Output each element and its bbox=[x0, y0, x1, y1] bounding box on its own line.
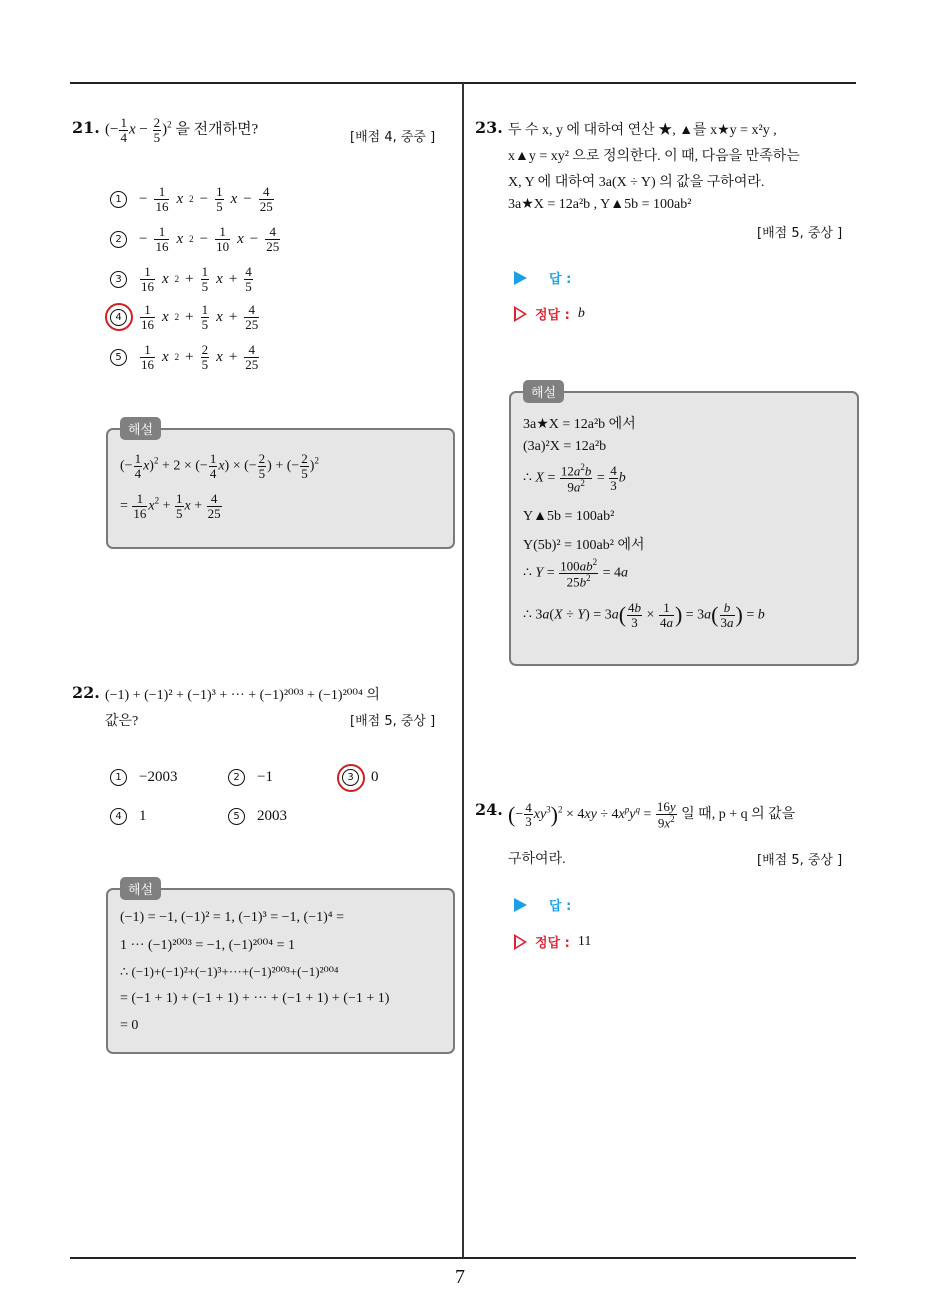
explanation-line: ∴ X = $\frac{12a^2b}{9a^2}$ = $\frac{4}{3}$ b bbox=[523, 462, 626, 495]
correct-label: 정답 : bbox=[535, 308, 570, 323]
explanation-line: ∴ (−1)+(−1)²+(−1)³+···+(−1)²⁰⁰³+(−1)²⁰⁰⁴ bbox=[120, 964, 339, 979]
explanation-line: = 0 bbox=[120, 1018, 139, 1033]
q21-explanation-box bbox=[106, 428, 455, 549]
question-24-tail: 일 때, p + q 의 값을 bbox=[681, 807, 796, 823]
explanation-line: ∴ 3a(X ÷ Y) = 3a( $\frac{4b}{3}$ × $\frac{1}{4a}$ ) = 3a( $\frac{b}{3a}$ ) = b bbox=[523, 600, 765, 630]
q22-choice-4[interactable]: 4 1 bbox=[110, 799, 147, 833]
question-23-meta: [배점 5, 중상 ] bbox=[757, 226, 843, 241]
q23-correct-row bbox=[514, 304, 585, 323]
choice-number: 1 bbox=[110, 769, 127, 786]
choice-number: 4 bbox=[110, 808, 127, 825]
question-24-stem: (− $\frac{4}{3}$ $xy^3)^2 \times 4xy \div 4x^py^q$ = $\frac{16y}{9x^2}$ 일 때, p + q 의 값을 bbox=[508, 799, 796, 830]
explanation-line: Y▲5b = 100ab² bbox=[523, 509, 615, 524]
q24-correct-row bbox=[514, 932, 591, 951]
explanation-line: 1 ··· (−1)²⁰⁰³ = −1, (−1)²⁰⁰⁴ = 1 bbox=[120, 938, 296, 953]
outline-triangle-icon bbox=[514, 306, 527, 322]
explanation-line: Y(5b)² = 100ab² 에서 bbox=[523, 538, 645, 553]
question-24-number: 24. bbox=[475, 800, 503, 819]
outline-triangle-icon bbox=[514, 934, 527, 950]
explanation-tag: 해설 bbox=[523, 380, 564, 403]
question-23-line: x▲y = xy² 으로 정의한다. 이 때, 다음을 만족하는 bbox=[508, 149, 800, 164]
question-21-meta: [배점 4, 중중 ] bbox=[350, 130, 436, 145]
question-24-meta: [배점 5, 중상 ] bbox=[757, 853, 843, 868]
q24-answer-row[interactable] bbox=[514, 895, 571, 914]
explanation-line: ∴ Y = $\frac{100ab^2}{25b^2}$ = 4a bbox=[523, 557, 629, 590]
question-21-number: 21. bbox=[72, 118, 100, 137]
selected-answer-mark bbox=[105, 303, 133, 331]
q21-choice-4[interactable]: 4 $\frac{1}{16}$ x 2 + $\frac{1}{5}$ x + $\frac{4}{25}$ bbox=[110, 300, 260, 334]
question-23-number: 23. bbox=[475, 118, 503, 137]
q22-explanation-box bbox=[106, 888, 455, 1054]
choice-number: 3 bbox=[342, 769, 359, 786]
choice-number: 2 bbox=[110, 231, 127, 248]
column-divider bbox=[462, 83, 464, 1258]
explanation-line: = $\frac{1}{16}$ $x^2$ + $\frac{1}{5}$ x + $\frac{4}{25}$ bbox=[120, 491, 221, 521]
question-23-line: X, Y 에 대하여 3a(X ÷ Y) 의 값을 구하여라. bbox=[508, 175, 765, 190]
question-24-line2: 구하여라. bbox=[508, 852, 566, 867]
question-22-meta: [배점 5, 중상 ] bbox=[350, 714, 436, 729]
explanation-line: (− $\frac{1}{4}$ x)$^2$ + 2 × (− $\frac{1}{4}$ x) × (− $\frac{2}{5}$ ) + (− $\frac{2}{5}$ )$^2$ bbox=[120, 451, 319, 481]
q23-answer-row[interactable] bbox=[514, 268, 571, 287]
correct-label: 정답 : bbox=[535, 936, 570, 951]
q21-choice-5[interactable]: 5 $\frac{1}{16}$ x 2 + $\frac{2}{5}$ x + $\frac{4}{25}$ bbox=[110, 340, 260, 374]
page-number: 7 bbox=[455, 1266, 465, 1288]
question-22-stem: (−1) + (−1)² + (−1)³ + ··· + (−1)²⁰⁰³ + (−1)²⁰⁰⁴ 의 bbox=[105, 688, 380, 703]
explanation-line: = (−1 + 1) + (−1 + 1) + ··· + (−1 + 1) + (−1 + 1) bbox=[120, 991, 390, 1006]
answer-label: 답 : bbox=[549, 899, 572, 914]
choice-number: 2 bbox=[228, 769, 245, 786]
question-23-line: 두 수 x, y 에 대하여 연산 ★, ▲를 x★y = x²y , bbox=[508, 123, 777, 138]
choice-number: 4 bbox=[110, 309, 127, 326]
explanation-tag: 해설 bbox=[120, 877, 161, 900]
selected-answer-mark bbox=[337, 764, 365, 792]
q22-choice-5[interactable]: 5 2003 bbox=[228, 799, 287, 833]
q22-choice-3[interactable]: 3 0 bbox=[342, 760, 379, 794]
play-icon bbox=[514, 898, 527, 912]
question-21-suffix: 을 전개하면? bbox=[175, 121, 259, 138]
q22-choice-2[interactable]: 2 −1 bbox=[228, 760, 273, 794]
question-21-stem: (− $\frac{1}{4}$ x − $\frac{2}{5}$ )$^2$ 을 전개하면? bbox=[105, 115, 259, 145]
correct-value: b bbox=[577, 305, 585, 321]
explanation-line: (−1) = −1, (−1)² = 1, (−1)³ = −1, (−1)⁴ = bbox=[120, 910, 345, 925]
choice-number: 3 bbox=[110, 271, 127, 288]
q22-choice-1[interactable]: 1 −2003 bbox=[110, 760, 177, 794]
play-icon bbox=[514, 271, 527, 285]
explanation-line: 3a★X = 12a²b 에서 bbox=[523, 417, 636, 432]
q21-choice-2[interactable]: 2 − $\frac{1}{16}$ x 2 − $\frac{1}{10}$ x − $\frac{4}{25}$ bbox=[110, 222, 281, 256]
choice-number: 5 bbox=[110, 349, 127, 366]
q23-explanation-box bbox=[509, 391, 859, 666]
question-23-line: 3a★X = 12a²b , Y▲5b = 100ab² bbox=[508, 197, 692, 212]
correct-value: 11 bbox=[577, 933, 592, 949]
question-22-number: 22. bbox=[72, 683, 100, 702]
explanation-line: (3a)²X = 12a²b bbox=[523, 439, 607, 454]
q21-choice-3[interactable]: 3 $\frac{1}{16}$ x 2 + $\frac{1}{5}$ x + $\frac{4}{5}$ bbox=[110, 262, 254, 296]
answer-label: 답 : bbox=[549, 272, 572, 287]
choice-number: 1 bbox=[110, 191, 127, 208]
q21-choice-1[interactable]: 1 − $\frac{1}{16}$ x 2 − $\frac{1}{5}$ x − $\frac{4}{25}$ bbox=[110, 182, 275, 216]
choice-number: 5 bbox=[228, 808, 245, 825]
explanation-tag: 해설 bbox=[120, 417, 161, 440]
question-22-line2: 값은? bbox=[105, 714, 139, 729]
